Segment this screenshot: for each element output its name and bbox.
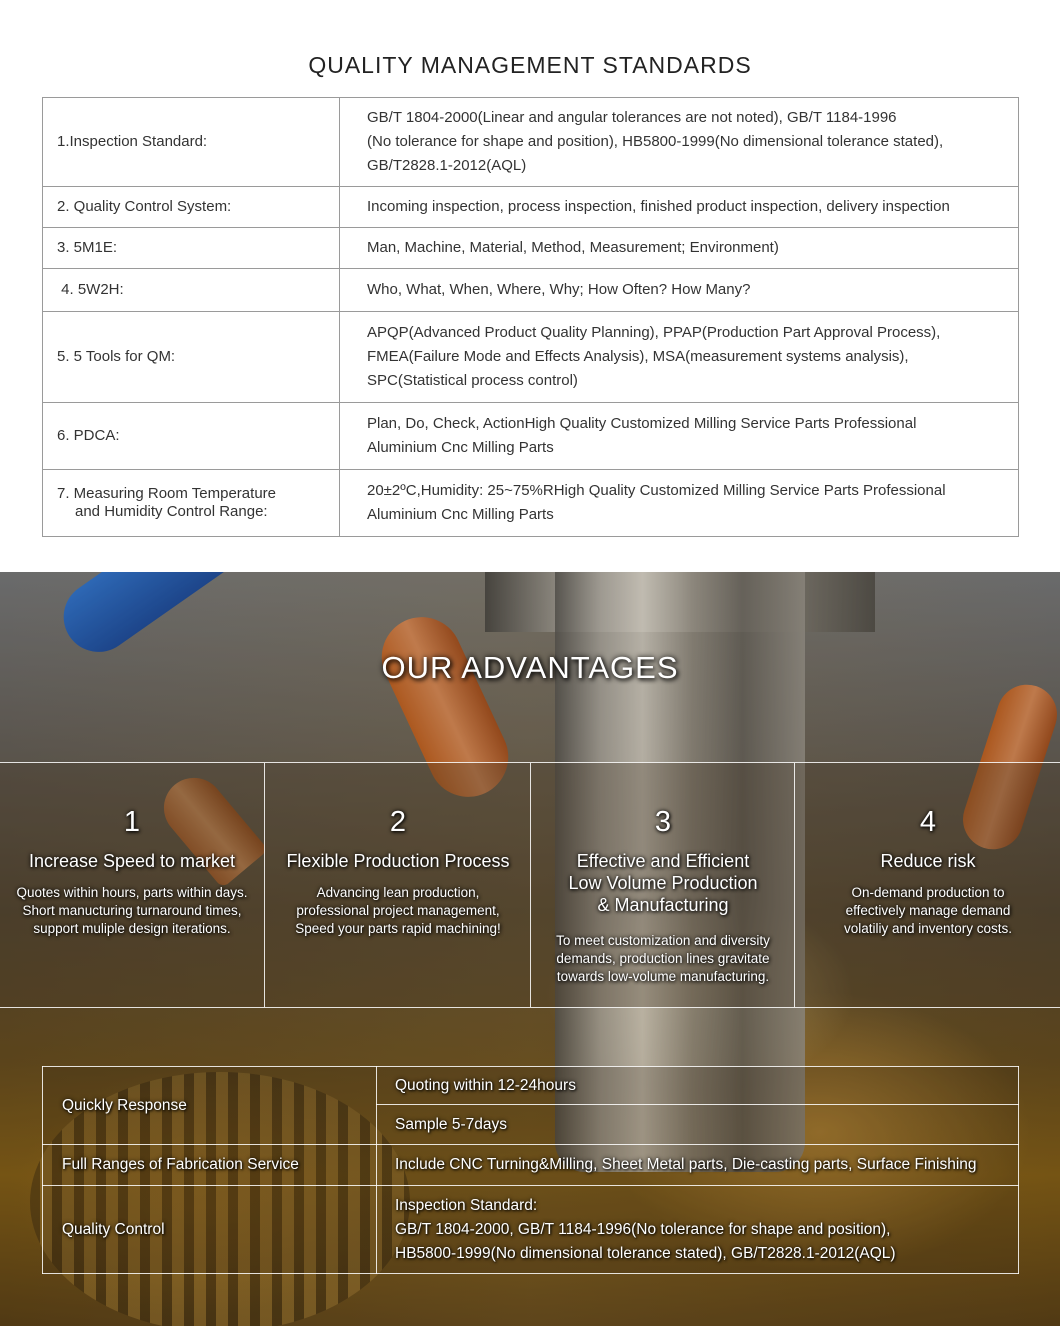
row-value: 20±2ºC,Humidity: 25~75%RHigh Quality Customized Milling Service Parts Professional Aluminium Cnc Milling Parts: [340, 470, 1019, 537]
row-label: 4. 5W2H:: [43, 269, 340, 312]
row-label: 5. 5 Tools for QM:: [43, 312, 340, 403]
advantage-item: [0, 763, 264, 1007]
advantage-heading: Increase Speed to market: [28, 851, 236, 871]
advantage-number: 2: [389, 806, 407, 838]
quality-title: QUALITY MANAGEMENT STANDARDS: [308, 52, 752, 78]
service-label: Quickly Response: [43, 1067, 377, 1145]
service-value: Quoting within 12-24hours: [377, 1067, 1019, 1105]
advantages-title: OUR ADVANTAGES: [381, 650, 679, 685]
advantage-heading: Reduce risk: [880, 851, 976, 871]
table-row: [43, 312, 1019, 403]
row-value: Incoming inspection, process inspection, finished product inspection, delivery inspection: [340, 187, 1019, 228]
advantage-number: 3: [654, 806, 672, 838]
table-row: [43, 269, 1019, 312]
row-label: 3. 5M1E:: [43, 228, 340, 269]
table-row: [43, 1145, 1019, 1186]
row-value: APQP(Advanced Product Quality Planning), PPAP(Production Part Approval Process), FMEA(Failure Mode and Effects Analysis), MSA(measurement systems analysis), SPC(Statistical process control): [340, 312, 1019, 403]
advantages-section: [0, 572, 1060, 1326]
advantage-description: On-demand production to effectively manage demand volatiliy and inventory costs.: [843, 885, 1013, 936]
quality-table: [42, 97, 1019, 537]
table-row: [43, 403, 1019, 470]
row-value: Man, Machine, Material, Method, Measurement; Environment): [340, 228, 1019, 269]
service-label: Quality Control: [43, 1186, 377, 1274]
table-row: [43, 1186, 1019, 1274]
advantage-description: Advancing lean production, professional project management, Speed your parts rapid machining!: [295, 885, 501, 936]
table-row: [43, 470, 1019, 537]
row-label: 1.Inspection Standard:: [43, 98, 340, 187]
advantage-number: 1: [123, 806, 141, 838]
row-label: 2. Quality Control System:: [43, 187, 340, 228]
advantages-band: [0, 762, 1060, 1008]
row-value: GB/T 1804-2000(Linear and angular tolerances are not noted), GB/T 1184-1996 (No tolerance for shape and position), HB5800-1999(No dimensional tolerance stated), GB/T2828.1-2012(AQL): [340, 98, 1019, 187]
row-label: 6. PDCA:: [43, 403, 340, 470]
advantage-description: To meet customization and diversity demands, production lines gravitate towards low-volume manufacturing.: [556, 933, 770, 984]
table-row: [43, 98, 1019, 187]
service-value: Inspection Standard: GB/T 1804-2000, GB/T 1184-1996(No tolerance for shape and position), HB5800-1999(No dimensional tolerance stated), GB/T2828.1-2012(AQL): [377, 1186, 1019, 1274]
service-label: Full Ranges of Fabrication Service: [43, 1145, 377, 1186]
table-row: [43, 228, 1019, 269]
advantage-heading: Flexible Production Process: [286, 851, 510, 871]
advantage-item: [530, 763, 795, 1007]
service-value: Sample 5-7days: [377, 1105, 1019, 1145]
row-label: 7. Measuring Room Temperature and Humidity Control Range:: [43, 470, 340, 537]
row-value: Plan, Do, Check, ActionHigh Quality Customized Milling Service Parts Professional Aluminium Cnc Milling Parts: [340, 403, 1019, 470]
table-row: [43, 1067, 1019, 1105]
services-table: [42, 1066, 1019, 1274]
quality-section: [0, 0, 1060, 572]
advantage-heading: Effective and Efficient Low Volume Production & Manufacturing: [568, 851, 758, 915]
table-row: [43, 187, 1019, 228]
service-value: Include CNC Turning&Milling, Sheet Metal parts, Die-casting parts, Surface Finishing: [377, 1145, 1019, 1186]
advantage-number: 4: [919, 806, 937, 838]
row-value: Who, What, When, Where, Why; How Often? How Many?: [340, 269, 1019, 312]
advantage-item: [264, 763, 531, 1007]
advantage-description: Quotes within hours, parts within days. Short manucturing turnaround times, support muliple design iterations.: [16, 885, 248, 936]
advantage-item: [794, 763, 1060, 1007]
